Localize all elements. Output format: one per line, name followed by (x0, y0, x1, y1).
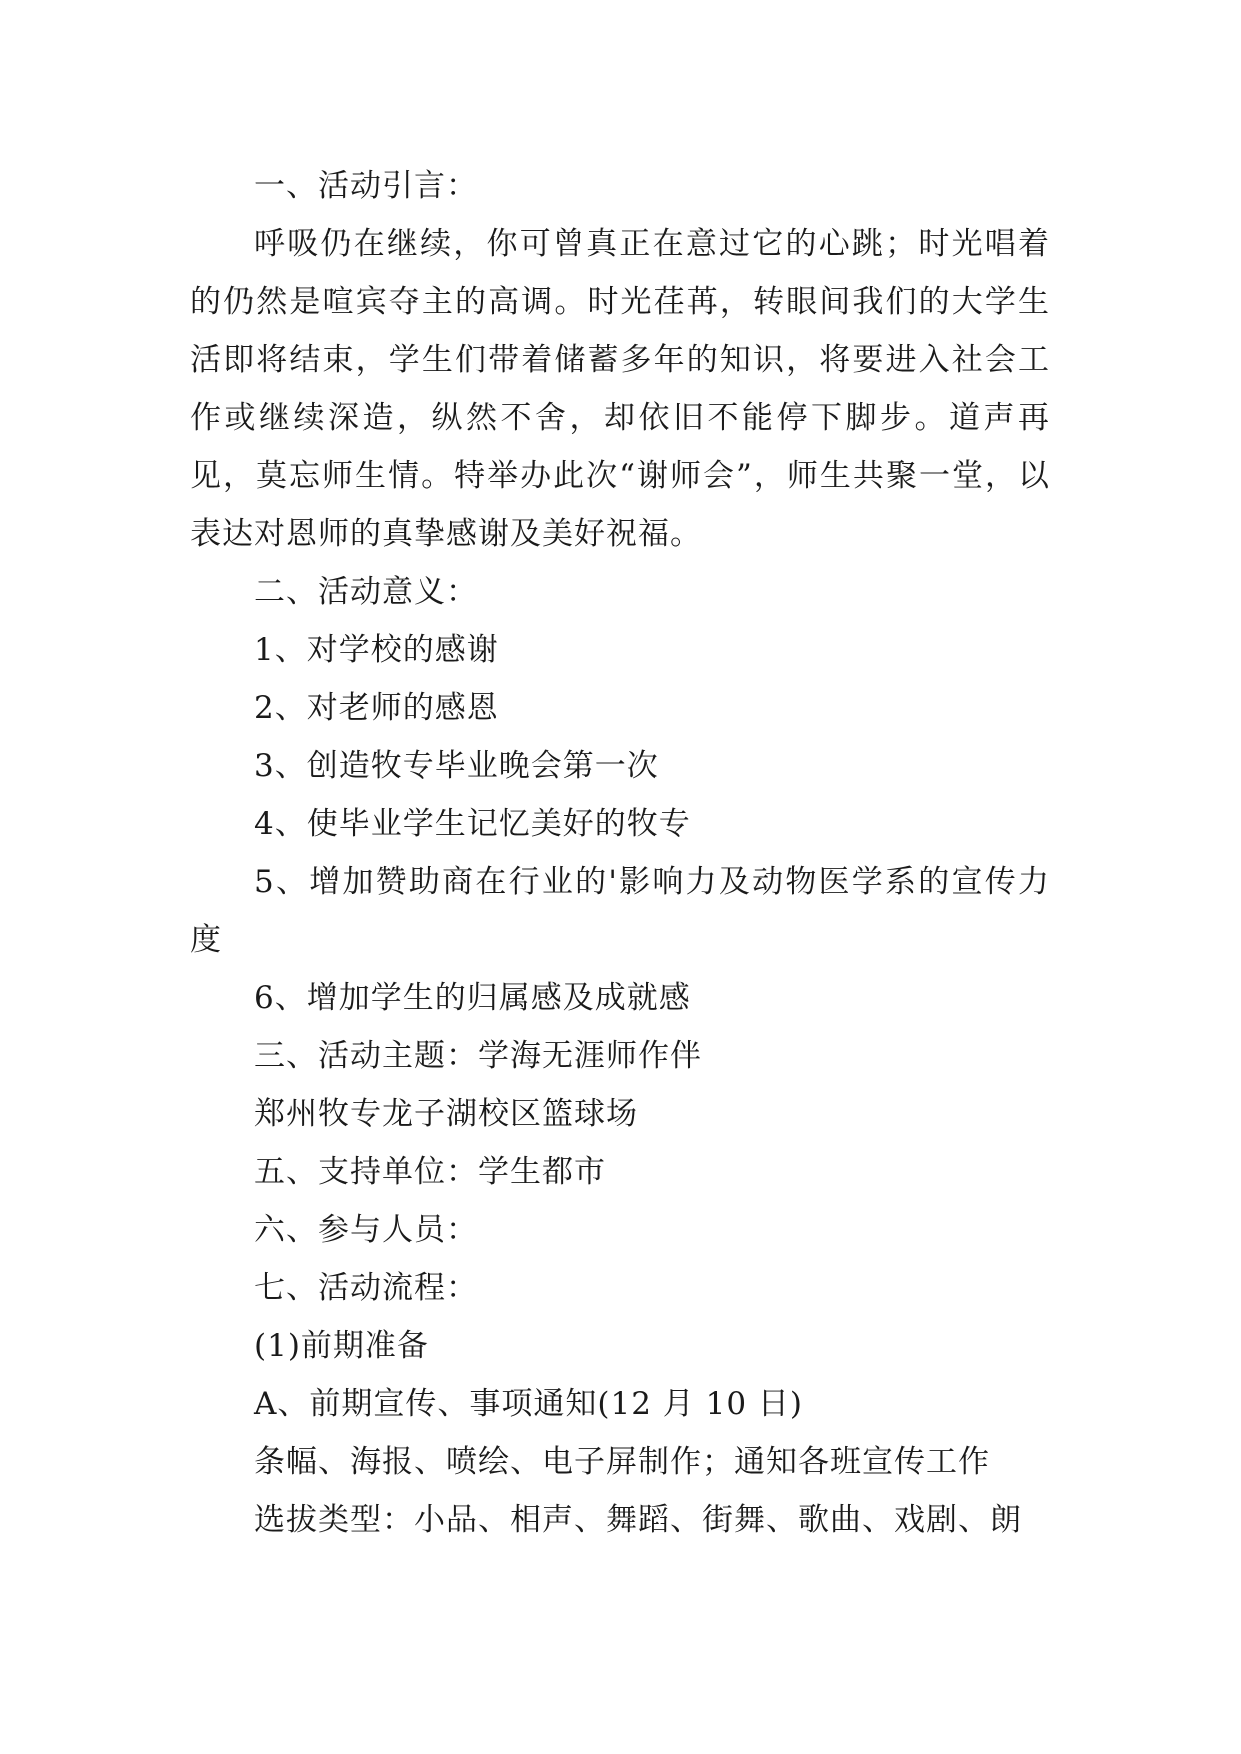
list-item: 1、对学校的感谢 (254, 632, 499, 668)
section-heading-support: 五、支持单位：学生都市 (254, 1154, 606, 1190)
task-detail: 选拔类型：小品、相声、舞蹈、街舞、歌曲、戏剧、朗 (254, 1502, 1022, 1538)
document-body (190, 157, 1050, 1549)
task-detail: 条幅、海报、喷绘、电子屏制作；通知各班宣传工作 (254, 1444, 990, 1480)
list-item: 4、使毕业学生记忆美好的牧专 (254, 806, 691, 842)
section-heading-theme: 三、活动主题：学海无涯师作伴 (254, 1038, 702, 1074)
section-heading-participants: 六、参与人员： (254, 1212, 478, 1248)
section-heading-significance: 二、活动意义： (254, 574, 478, 610)
section-heading-intro: 一、活动引言： (254, 168, 478, 204)
list-item: 5、增加赞助商在行业的'影响力及动物医学系的宣传力度 (190, 864, 1050, 958)
venue-line: 郑州牧专龙子湖校区篮球场 (254, 1096, 638, 1132)
task-heading: A、前期宣传、事项通知(12 月 10 日) (254, 1386, 804, 1422)
list-item: 2、对老师的感恩 (254, 690, 499, 726)
list-item: 3、创造牧专毕业晚会第一次 (254, 748, 659, 784)
subsection-heading: (1)前期准备 (254, 1328, 429, 1364)
intro-paragraph: 呼吸仍在继续，你可曾真正在意过它的心跳；时光唱着的仍然是喧宾夺主的高调。时光荏苒，转眼间我们的大学生活即将结束，学生们带着储蓄多年的知识，将要进入社会工作或继续深造，纵然不舍，却依旧不能停下脚步。道声再见，莫忘师生情。特举办此次“谢师会”，师生共聚一堂，以表达对恩师的真挚感谢及美好祝福。 (190, 226, 1050, 552)
list-item: 6、增加学生的归属感及成就感 (254, 980, 691, 1016)
section-heading-process: 七、活动流程： (254, 1270, 478, 1306)
